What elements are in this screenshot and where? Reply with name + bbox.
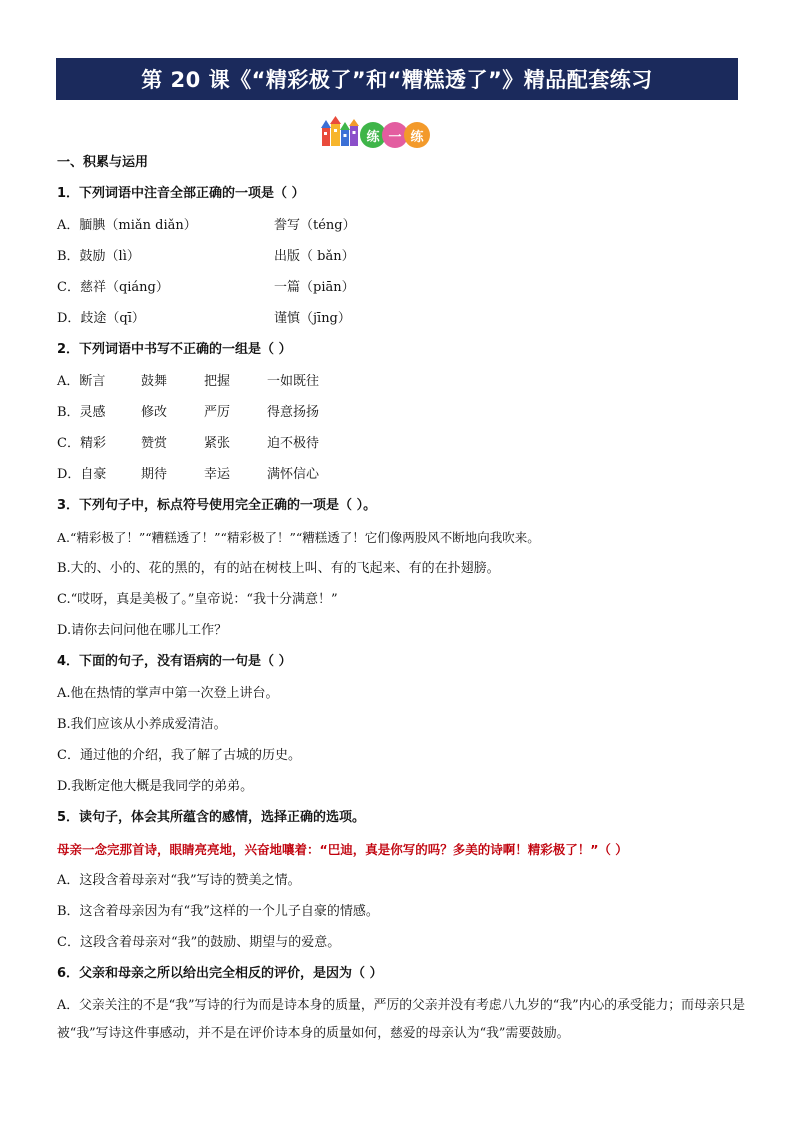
- q3-option-a: A.“精彩极了！”“糟糕透了！”“精彩极了！”“糟糕透了！它们像两股风不断地向我吹来。: [57, 530, 540, 545]
- title-banner: [56, 58, 738, 100]
- q2-word: 迫不极待: [267, 436, 320, 451]
- q1-option-c-word1: C．慈祥（qiáng）: [57, 280, 169, 295]
- badge-char-2: 一: [382, 122, 408, 148]
- q3-option-c: C.“哎呀，真是美极了。”皇帝说：“我十分满意！”: [57, 592, 338, 607]
- q6-option-a: A．父亲关注的不是“我”写诗的行为而是诗本身的质量，严厉的父亲并没有考虑八九岁的“我”内心的承受能力；而母亲只是被“我”写诗这件事感动，并不是在评价诗本身的质量如何，慈爱的母亲认为“我”需要鼓励。: [57, 998, 746, 1041]
- q5-quote: 母亲一念完那首诗，眼睛亮亮地，兴奋地嚷着：“巴迪，真是你写的吗？多美的诗啊！精彩极了！”（ ）: [57, 842, 628, 857]
- q5-option-a: A．这段含着母亲对“我”写诗的赞美之情。: [57, 873, 301, 888]
- q2-word: C．精彩: [57, 436, 106, 451]
- q4-option-d: D.我断定他大概是我同学的弟弟。: [57, 779, 254, 794]
- q4-option-a: A.他在热情的掌声中第一次登上讲台。: [57, 686, 279, 701]
- q2-word: 把握: [204, 374, 231, 389]
- q2-word: 期待: [141, 467, 168, 482]
- q3-option-d: D.请你去问问他在哪儿工作？: [57, 623, 228, 638]
- q2-word: D．自豪: [57, 467, 107, 482]
- q2-word: 紧张: [204, 436, 231, 451]
- section-heading: 一、积累与运用: [57, 155, 149, 170]
- q2-word: B．灵感: [57, 405, 106, 420]
- question-5-stem: 5．读句子，体会其所蕴含的感情，选择正确的选项。: [57, 810, 366, 825]
- q1-option-b-word2: 出版（ bǎn）: [274, 249, 355, 264]
- question-2-stem: 2．下列词语中书写不正确的一组是（ ）: [57, 342, 292, 357]
- q2-word: 鼓舞: [141, 374, 168, 389]
- practice-badge: [320, 114, 430, 150]
- q4-option-b: B.我们应该从小养成爱清洁。: [57, 717, 227, 732]
- q2-word: 幸运: [204, 467, 231, 482]
- q1-option-b-word1: B．鼓励（lì）: [57, 249, 140, 264]
- q2-word: 赞赏: [141, 436, 168, 451]
- q2-word: 一如既往: [267, 374, 320, 389]
- q5-option-c: C．这段含着母亲对“我”的鼓励、期望与的爱意。: [57, 935, 341, 950]
- q1-option-d-word2: 谨慎（jīng）: [274, 311, 351, 326]
- badge-char-3: 练: [404, 122, 430, 148]
- badge-char-1: 练: [360, 122, 386, 148]
- q1-option-c-word2: 一篇（piān）: [274, 280, 355, 295]
- q1-option-a-word2: 誊写（téng）: [274, 218, 356, 233]
- q2-word: 满怀信心: [267, 467, 320, 482]
- q1-option-d-word1: D．歧途（qī）: [57, 311, 145, 326]
- question-6-stem: 6．父亲和母亲之所以给出完全相反的评价，是因为（ ）: [57, 966, 383, 981]
- page-title: 第 20 课《“精彩极了”和“糟糕透了”》精品配套练习: [141, 68, 653, 92]
- q5-option-b: B．这含着母亲因为有“我”这样的一个儿子自豪的情感。: [57, 904, 379, 919]
- q2-word: A．断言: [57, 374, 106, 389]
- q4-option-c: C．通过他的介绍，我了解了古城的历史。: [57, 748, 301, 763]
- q2-word: 得意扬扬: [267, 405, 320, 420]
- question-4-stem: 4．下面的句子，没有语病的一句是（ ）: [57, 654, 292, 669]
- q2-word: 严厉: [204, 405, 231, 420]
- question-1-stem: 1．下列词语中注音全部正确的一项是（ ）: [57, 186, 305, 201]
- q2-word: 修改: [141, 405, 168, 420]
- building-icon: [320, 116, 360, 148]
- q3-option-b: B.大的、小的、花的黑的，有的站在树枝上叫、有的飞起来、有的在扑翅膀。: [57, 561, 500, 576]
- question-3-stem: 3．下列句子中，标点符号使用完全正确的一项是（ ）。: [57, 498, 377, 513]
- q1-option-a-word1: A．腼腆（miǎn diǎn）: [57, 218, 197, 233]
